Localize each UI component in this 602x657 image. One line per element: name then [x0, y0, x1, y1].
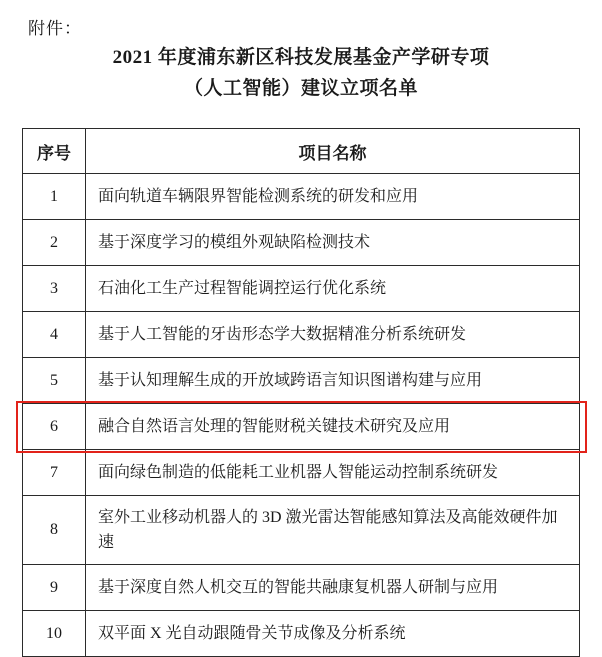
table-row: [23, 565, 580, 611]
table-row: [23, 266, 580, 312]
table-header-row: [23, 129, 580, 174]
row-no: 8: [23, 496, 86, 565]
row-no: 5: [23, 358, 86, 404]
title-line-1: 2021 年度浦东新区科技发展基金产学研专项: [112, 47, 490, 68]
table-row-highlighted: [23, 404, 580, 450]
row-no: 10: [23, 611, 86, 657]
table-row: [23, 220, 580, 266]
project-list-table: [22, 128, 580, 657]
row-no: 4: [23, 312, 86, 358]
table-row: [23, 358, 580, 404]
row-project-name: 面向轨道车辆限界智能检测系统的研发和应用: [86, 174, 580, 220]
row-project-name: 石油化工生产过程智能调控运行优化系统: [86, 266, 580, 312]
row-project-name: 融合自然语言处理的智能财税关键技术研究及应用: [86, 404, 580, 450]
row-project-name: 室外工业移动机器人的 3D 激光雷达智能感知算法及高能效硬件加速: [86, 496, 580, 565]
row-no: 1: [23, 174, 86, 220]
table-row: [23, 312, 580, 358]
row-project-name: 面向绿色制造的低能耗工业机器人智能运动控制系统研发: [86, 450, 580, 496]
table-row: [23, 174, 580, 220]
header-cell-no: 序号: [23, 129, 86, 174]
header-cell-name: 项目名称: [86, 129, 580, 174]
row-project-name: 双平面 X 光自动跟随骨关节成像及分析系统: [86, 611, 580, 657]
page-title: [0, 42, 602, 104]
row-project-name: 基于认知理解生成的开放域跨语言知识图谱构建与应用: [86, 358, 580, 404]
table-row: [23, 450, 580, 496]
title-line-2: （人工智能）建议立项名单: [183, 78, 418, 99]
row-no: 7: [23, 450, 86, 496]
row-no: 9: [23, 565, 86, 611]
table-row: [23, 496, 580, 565]
row-project-name: 基于深度学习的模组外观缺陷检测技术: [86, 220, 580, 266]
table-row: [23, 611, 580, 657]
row-project-name: 基于深度自然人机交互的智能共融康复机器人研制与应用: [86, 565, 580, 611]
row-no: 3: [23, 266, 86, 312]
row-no: 6: [23, 404, 86, 450]
row-project-name: 基于人工智能的牙齿形态学大数据精准分析系统研发: [86, 312, 580, 358]
row-no: 2: [23, 220, 86, 266]
attachment-label: 附件：: [28, 19, 82, 38]
project-list-table-wrap: [22, 128, 580, 657]
